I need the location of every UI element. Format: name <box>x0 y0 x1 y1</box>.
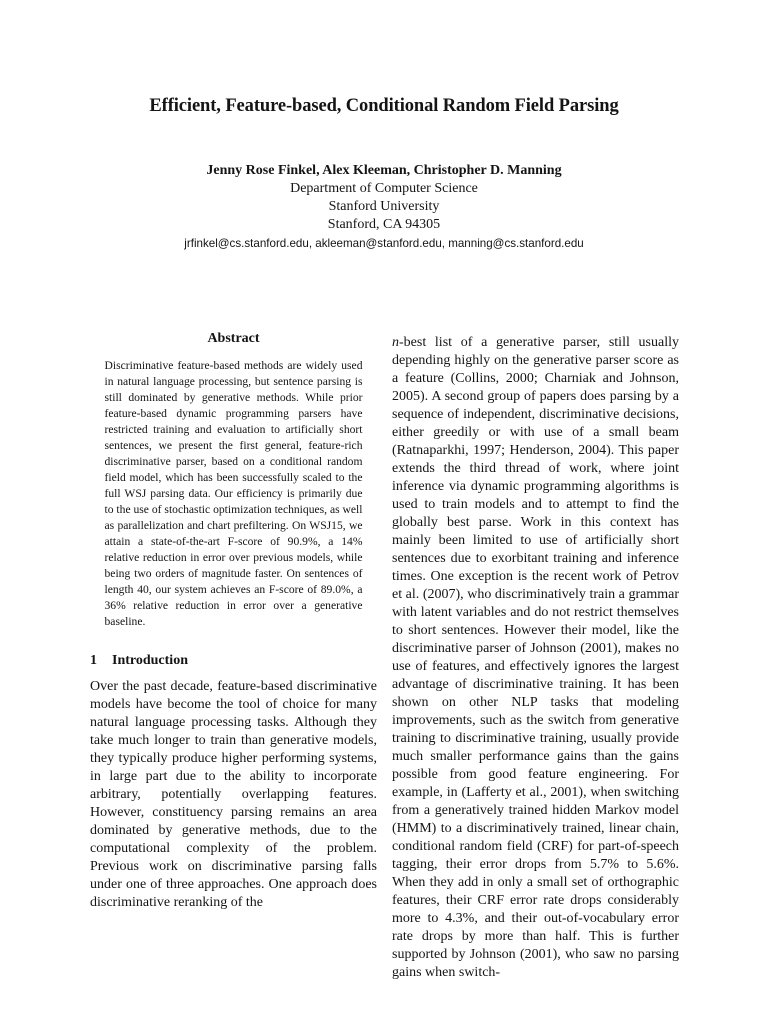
left-column <box>90 330 377 912</box>
location: Stanford, CA 94305 <box>327 217 441 232</box>
section-heading <box>90 652 377 670</box>
section-title: Introduction <box>112 653 188 668</box>
right-column-paragraph <box>392 334 679 982</box>
university: Stanford University <box>328 199 440 214</box>
author-block <box>0 162 768 253</box>
italic-n: n <box>392 335 399 350</box>
abstract-text: Discriminative feature-based methods are widely used in natural language processing, but sentence parsing is still dominated by generative methods. While prior feature-based dynamic programming parsers have restricted training and evaluation to artificially short sentences, we present the first general, feature-rich discriminative parser, based on a conditional random field model, which has been successfully scaled to the full WSJ parsing data. Our efficiency is primarily due to the use of stochastic optimization techniques, as well as parallelization and chart prefiltering. On WSJ15, we attain a state-of-the-art F-score of 90.9%, a 14% relative reduction in error over previous models, while being two orders of magnitude faster. On sentences of length 40, our system achieves an F-score of 89.0%, a 36% relative reduction in error over a generative baseline. <box>104 359 363 628</box>
author-emails: jrfinkel@cs.stanford.edu, akleeman@stanford.edu, manning@cs.stanford.edu <box>184 237 584 250</box>
author-names: Jenny Rose Finkel, Alex Kleeman, Christopher D. Manning <box>206 163 562 178</box>
affiliation: Department of Computer Science <box>290 181 478 196</box>
section-number: 1 <box>90 653 97 668</box>
abstract-heading: Abstract <box>207 331 260 346</box>
right-column-text: -best list of a generative parser, still usually depending highly on the generative parser score as a feature (Collins, 2000; Charniak and Johnson, 2005). A second group of papers does parsing by a sequence of independent, discriminative decisions, either greedily or with use of a small beam (Ratnaparkhi, 1997; Henderson, 2004). This paper extends the third thread of work, where joint inference via dynamic programming algorithms is used to train models and to attempt to find the globally best parse. Work in this context has mainly been limited to use of artificially short sentences due to exorbitant training and inference times. One exception is the recent work of Petrov et al. (2007), who discriminatively train a grammar with latent variables and do not restrict themselves to short sentences. However their model, like the discriminative parser of Johnson (2001), makes no use of features, and effectively ignores the largest advantage of discriminative training. It has been shown on other NLP tasks that modeling improvements, such as the switch from generative training to discriminative training, usually provide much smaller performance gains than the gains possible from good feature engineering. For example, in (Lafferty et al., 2001), when switching from a generatively trained hidden Markov model (HMM) to a discriminatively trained, linear chain, conditional random field (CRF) for part-of-speech tagging, their error drops from 5.7% to 5.6%. When they add in only a small set of orthographic features, their CRF error rate drops considerably more to 4.3%, and their out-of-vocabulary error rate drops by more than half. This is further supported by Johnson (2001), who saw no parsing gains when switch- <box>392 335 679 980</box>
paper-title: Efficient, Feature-based, Conditional Random Field Parsing <box>149 96 619 116</box>
intro-paragraph: Over the past decade, feature-based discriminative models have become the tool of choice for many natural language processing tasks. Although they take much longer to train than generative models, they typically produce higher performing systems, in large part due to the ability to incorporate arbitrary, potentially overlapping features. However, constituency parsing remains an area dominated by generative methods, due to the computational complexity of the problem. Previous work on discriminative parsing falls under one of three approaches. One approach does discriminative reranking of the <box>90 679 377 910</box>
right-column <box>392 334 679 982</box>
